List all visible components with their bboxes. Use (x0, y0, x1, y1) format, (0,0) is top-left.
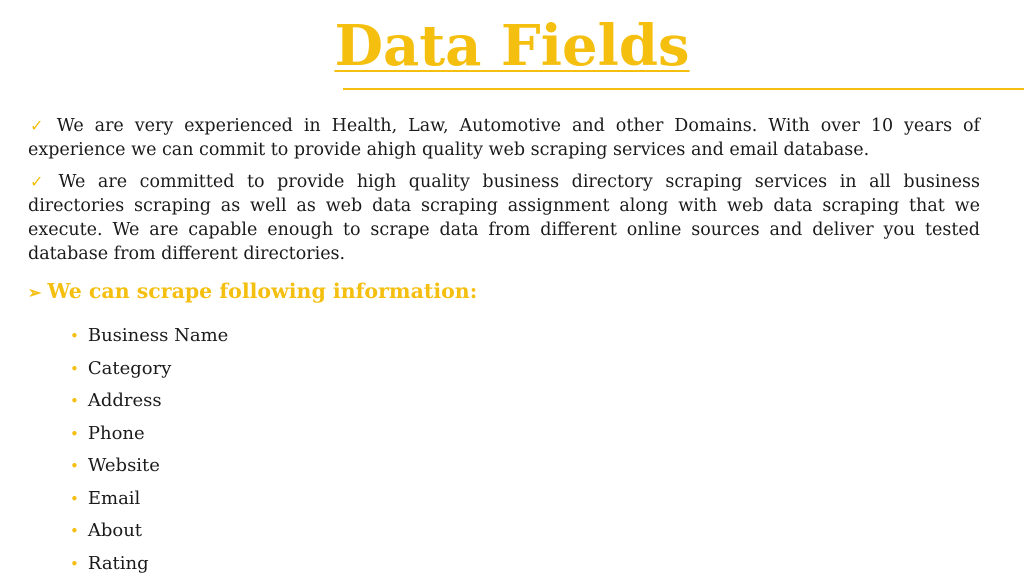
bullet-dot-icon: • (70, 490, 79, 508)
subheading-text: We can scrape following information: (47, 279, 477, 303)
list-item (70, 550, 228, 582)
field-label: Phone (88, 423, 145, 444)
fields-list (70, 322, 228, 582)
list-item (70, 485, 228, 518)
list-item (70, 452, 228, 485)
list-item (70, 387, 228, 420)
bullet-dot-icon: • (70, 457, 79, 475)
check-mark-icon: ✓ (30, 116, 49, 135)
paragraph-experience (28, 114, 980, 162)
field-label: Business Name (88, 325, 228, 346)
bullet-dot-icon: • (70, 555, 79, 573)
paragraph-text: We are very experienced in Health, Law, Automotive and other Domains. With over 10 years of experience we can commit to provide ahigh quality web scraping services and email database. (28, 116, 980, 160)
check-mark-icon: ✓ (30, 172, 50, 191)
bullet-dot-icon: • (70, 327, 79, 345)
field-label: Rating (88, 553, 149, 574)
section-subheading (28, 277, 477, 307)
page-title-text: Data Fields (334, 13, 689, 79)
list-item (70, 517, 228, 550)
field-label: Website (88, 455, 160, 476)
list-item (70, 322, 228, 355)
list-item (70, 420, 228, 453)
field-label: Email (88, 488, 140, 509)
bullet-dot-icon: • (70, 425, 79, 443)
bullet-dot-icon: • (70, 392, 79, 410)
list-item (70, 355, 228, 388)
title-divider (343, 88, 1024, 90)
paragraph-text: We are committed to provide high quality business directory scraping services in all business directories scraping as well as web data scraping assignment along with web data scraping that we execute. We are capable enough to scrape data from different online sources and deliver you tested database from different directories. (28, 172, 980, 264)
bullet-dot-icon: • (70, 522, 79, 540)
field-label: About (88, 520, 142, 541)
field-label: Category (88, 358, 172, 379)
bullet-dot-icon: • (70, 360, 79, 378)
paragraph-commitment (28, 170, 980, 266)
arrow-right-icon: ➢ (28, 283, 41, 302)
page-title (0, 10, 1024, 82)
field-label: Address (88, 390, 162, 411)
